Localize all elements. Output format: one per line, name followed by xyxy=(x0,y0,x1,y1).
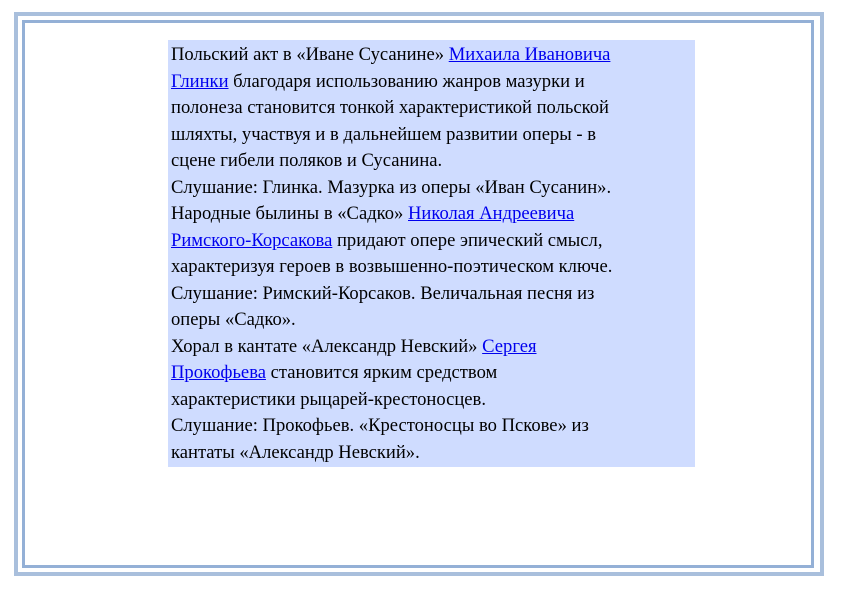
text-line xyxy=(171,42,695,69)
text-segment: придают опере эпический смысл, xyxy=(332,229,603,251)
text-line xyxy=(171,413,695,440)
text-line xyxy=(171,228,695,255)
text-segment: сцене гибели поляков и Сусанина. xyxy=(171,150,443,171)
text-segment: кантаты «Александр Невский». xyxy=(171,441,420,463)
text-box xyxy=(168,40,695,467)
composer-link[interactable]: Сергея xyxy=(482,335,537,357)
composer-link[interactable]: Римского-Корсакова xyxy=(171,229,333,251)
text-segment: Народные былины в «Садко» xyxy=(171,203,408,224)
text-line xyxy=(171,387,695,414)
text-segment: полонеза становится тонкой характеристикой польской xyxy=(171,97,609,118)
text-segment: становится ярким средством xyxy=(265,362,498,383)
text-segment: оперы «Садко». xyxy=(171,309,296,330)
text-segment: Хорал в кантате «Александр Невский» xyxy=(171,335,483,357)
text-line xyxy=(171,360,695,387)
text-segment: Польский акт в «Иване Сусанине» xyxy=(171,44,449,65)
text-line xyxy=(171,148,695,175)
text-line xyxy=(171,95,695,122)
text-line xyxy=(171,122,695,149)
composer-link[interactable]: Михаила Ивановича xyxy=(448,44,611,65)
text-segment: благодаря использованию жанров мазурки и xyxy=(228,70,585,92)
composer-link[interactable]: Прокофьева xyxy=(171,362,266,383)
text-segment: характеризуя героев в возвышенно-поэтическом ключе. xyxy=(171,256,613,277)
text-line xyxy=(171,440,695,467)
text-segment: Слушание: Римский-Корсаков. Величальная песня из xyxy=(171,282,595,304)
text-segment: шляхты, участвуя и в дальнейшем развитии оперы - в xyxy=(171,123,597,145)
text-line xyxy=(171,254,695,281)
text-line xyxy=(171,69,695,96)
text-line xyxy=(171,334,695,361)
text-line xyxy=(171,281,695,308)
text-segment: Слушание: Глинка. Мазурка из оперы «Иван Сусанин». xyxy=(171,176,612,198)
text-line xyxy=(171,307,695,334)
text-segment: Слушание: Прокофьев. «Крестоносцы во Пскове» из xyxy=(171,415,589,436)
composer-link[interactable]: Глинки xyxy=(171,70,229,92)
composer-link[interactable]: Николая Андреевича xyxy=(408,203,575,224)
text-segment: характеристики рыцарей-крестоносцев. xyxy=(171,388,486,410)
text-line xyxy=(171,201,695,228)
text-line xyxy=(171,175,695,202)
